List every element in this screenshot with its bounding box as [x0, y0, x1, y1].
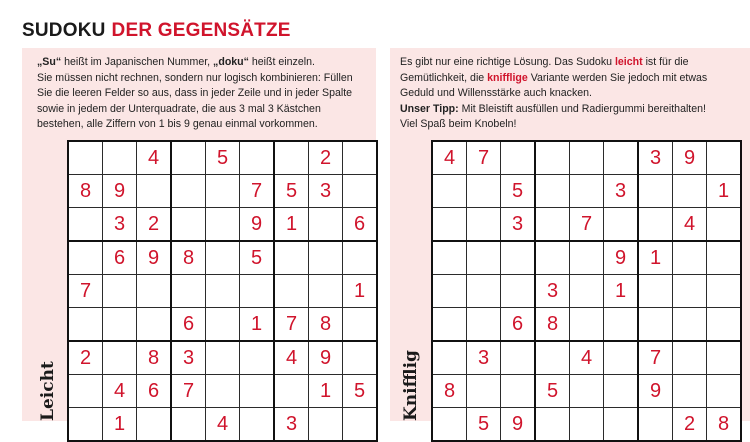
sudoku-cell[interactable]: [68, 241, 103, 275]
sudoku-cell[interactable]: [467, 275, 501, 308]
sudoku-cell[interactable]: [467, 375, 501, 408]
sudoku-cell[interactable]: [206, 241, 240, 275]
sudoku-cell[interactable]: 8: [68, 175, 103, 208]
tip-label: Unser Tipp:: [400, 102, 459, 115]
sudoku-cell[interactable]: [707, 141, 742, 175]
sudoku-cell[interactable]: [467, 308, 501, 342]
sudoku-cell[interactable]: [707, 308, 742, 342]
sudoku-row: [432, 275, 741, 308]
sudoku-cell[interactable]: 9: [240, 208, 275, 242]
sudoku-cell[interactable]: [309, 275, 343, 308]
sudoku-cell[interactable]: [240, 341, 275, 375]
sudoku-cell[interactable]: 7: [638, 341, 673, 375]
sudoku-cell[interactable]: [638, 208, 673, 242]
sudoku-cell[interactable]: 8: [707, 408, 742, 442]
intro-left: [37, 55, 367, 133]
sudoku-cell[interactable]: [171, 141, 206, 175]
sudoku-cell[interactable]: [673, 241, 707, 275]
intro-right-text1: Es gibt nur eine richtige Lösung. Das Sudoku: [400, 56, 615, 68]
sudoku-cell[interactable]: [432, 208, 467, 242]
sudoku-cell[interactable]: [137, 275, 172, 308]
page-title: [22, 20, 291, 42]
sudoku-cell[interactable]: [707, 208, 742, 242]
sudoku-cell[interactable]: [570, 308, 604, 342]
sudoku-row: [432, 375, 741, 408]
sudoku-cell[interactable]: [673, 308, 707, 342]
sudoku-row: [432, 341, 741, 375]
sudoku-cell[interactable]: [343, 141, 378, 175]
sudoku-cell[interactable]: 3: [309, 175, 343, 208]
sudoku-row: [68, 141, 377, 175]
sudoku-cell[interactable]: 7: [240, 175, 275, 208]
sudoku-cell[interactable]: [673, 375, 707, 408]
intro-right-paragraph: [400, 55, 740, 133]
sudoku-cell[interactable]: [137, 175, 172, 208]
sudoku-cell[interactable]: 9: [673, 141, 707, 175]
intro-left-text3: Sie müssen nicht rechnen, sondern nur logisch kombinieren: Füllen Sie die leeren Felder so aus, dass in jeder Zeile und in jeder Spalte sowie in jedem der Unterquadrate, die aus 3 mal 3 Kästchen bestehen, alle Ziffern von 1 bis 9 genau einmal vorkommen.: [37, 71, 353, 131]
sudoku-cell[interactable]: 5: [240, 241, 275, 275]
sudoku-cell[interactable]: 7: [274, 308, 309, 342]
sudoku-cell[interactable]: [309, 241, 343, 275]
sudoku-cell[interactable]: [206, 208, 240, 242]
sudoku-cell[interactable]: 6: [501, 308, 536, 342]
sudoku-cell[interactable]: 9: [137, 241, 172, 275]
sudoku-row: [432, 241, 741, 275]
sudoku-cell[interactable]: 9: [604, 241, 639, 275]
sudoku-cell[interactable]: 1: [103, 408, 137, 442]
sudoku-cell[interactable]: [638, 175, 673, 208]
sudoku-cell[interactable]: [171, 208, 206, 242]
sudoku-cell[interactable]: 3: [501, 208, 536, 242]
sudoku-row: [68, 408, 377, 442]
sudoku-cell[interactable]: [137, 408, 172, 442]
sudoku-cell[interactable]: [535, 408, 570, 442]
sudoku-cell[interactable]: 3: [171, 341, 206, 375]
sudoku-cell[interactable]: [206, 375, 240, 408]
sudoku-cell[interactable]: [707, 241, 742, 275]
sudoku-cell[interactable]: 3: [103, 208, 137, 242]
label-easy: Leicht: [38, 361, 58, 421]
sudoku-cell[interactable]: [68, 141, 103, 175]
sudoku-cell[interactable]: [343, 308, 378, 342]
sudoku-cell[interactable]: [501, 341, 536, 375]
sudoku-row: [432, 208, 741, 242]
sudoku-cell[interactable]: 4: [570, 341, 604, 375]
sudoku-cell[interactable]: 5: [206, 141, 240, 175]
sudoku-grid-hard: [431, 140, 742, 442]
intro-left-paragraph: [37, 55, 367, 133]
sudoku-cell[interactable]: [604, 408, 639, 442]
sudoku-cell[interactable]: 1: [604, 275, 639, 308]
sudoku-row: [432, 175, 741, 208]
sudoku-cell[interactable]: 4: [103, 375, 137, 408]
sudoku-cell[interactable]: [103, 141, 137, 175]
sudoku-cell[interactable]: 3: [604, 175, 639, 208]
sudoku-cell[interactable]: [604, 308, 639, 342]
sudoku-cell[interactable]: [467, 175, 501, 208]
sudoku-cell[interactable]: [206, 175, 240, 208]
sudoku-cell[interactable]: [467, 241, 501, 275]
sudoku-cell[interactable]: 1: [638, 241, 673, 275]
sudoku-cell[interactable]: 8: [171, 241, 206, 275]
sudoku-cell[interactable]: [501, 275, 536, 308]
sudoku-cell[interactable]: [604, 141, 639, 175]
sudoku-cell[interactable]: 5: [467, 408, 501, 442]
sudoku-cell[interactable]: [673, 275, 707, 308]
sudoku-cell[interactable]: 2: [309, 141, 343, 175]
sudoku-cell[interactable]: [570, 275, 604, 308]
sudoku-cell[interactable]: 8: [535, 308, 570, 342]
sudoku-cell[interactable]: [343, 175, 378, 208]
sudoku-cell[interactable]: [707, 375, 742, 408]
sudoku-cell[interactable]: 2: [137, 208, 172, 242]
term-su: „Su“: [37, 56, 62, 68]
sudoku-cell[interactable]: [570, 375, 604, 408]
title-subtitle: DER GEGENSÄTZE: [111, 20, 291, 41]
sudoku-cell[interactable]: 9: [309, 341, 343, 375]
sudoku-cell[interactable]: [638, 308, 673, 342]
sudoku-cell[interactable]: [432, 341, 467, 375]
tip-text: Mit Bleistift ausfüllen und Radiergummi bereithalten!: [458, 102, 706, 115]
sudoku-cell[interactable]: [274, 375, 309, 408]
sudoku-cell[interactable]: [604, 208, 639, 242]
sudoku-row: [68, 375, 377, 408]
sudoku-cell[interactable]: [432, 241, 467, 275]
term-doku: „doku“: [213, 56, 249, 68]
term-knifflige: knifflige: [487, 71, 528, 84]
sudoku-row: [68, 208, 377, 242]
sudoku-cell[interactable]: [103, 275, 137, 308]
sudoku-cell[interactable]: 2: [68, 341, 103, 375]
sudoku-cell[interactable]: 6: [103, 241, 137, 275]
sudoku-cell[interactable]: [432, 275, 467, 308]
sudoku-cell[interactable]: [570, 141, 604, 175]
sudoku-row: [68, 275, 377, 308]
sudoku-cell[interactable]: 3: [638, 141, 673, 175]
sudoku-cell[interactable]: 6: [171, 308, 206, 342]
intro-right-text2: ist für die Gemütlichkeit, die: [400, 56, 689, 84]
sudoku-cell[interactable]: 9: [501, 408, 536, 442]
sudoku-cell[interactable]: [309, 208, 343, 242]
sudoku-row: [432, 408, 741, 442]
sudoku-cell[interactable]: [707, 275, 742, 308]
sudoku-cell[interactable]: [343, 241, 378, 275]
sudoku-cell[interactable]: [206, 308, 240, 342]
sudoku-cell[interactable]: [604, 375, 639, 408]
sudoku-cell[interactable]: 9: [103, 175, 137, 208]
intro-right: [400, 55, 740, 133]
sudoku-grid-easy: [67, 140, 378, 442]
label-hard: Knifflig: [401, 350, 421, 421]
sudoku-cell[interactable]: 3: [274, 408, 309, 442]
sudoku-row: [432, 141, 741, 175]
sudoku-row: [432, 308, 741, 342]
sudoku-cell[interactable]: 6: [137, 375, 172, 408]
sudoku-cell[interactable]: [467, 208, 501, 242]
sudoku-cell[interactable]: [432, 308, 467, 342]
sudoku-row: [68, 308, 377, 342]
sudoku-cell[interactable]: [343, 408, 378, 442]
sudoku-cell[interactable]: [171, 408, 206, 442]
sudoku-cell[interactable]: [274, 241, 309, 275]
sudoku-cell[interactable]: [638, 275, 673, 308]
sudoku-cell[interactable]: 8: [137, 341, 172, 375]
sudoku-row: [68, 341, 377, 375]
sudoku-cell[interactable]: 4: [673, 208, 707, 242]
intro-left-text2: heißt einzeln.: [248, 56, 315, 68]
sudoku-cell[interactable]: [638, 408, 673, 442]
sudoku-cell[interactable]: [206, 341, 240, 375]
term-leicht: leicht: [614, 56, 643, 68]
sudoku-cell[interactable]: [171, 275, 206, 308]
sudoku-cell[interactable]: [206, 275, 240, 308]
sudoku-cell[interactable]: [501, 241, 536, 275]
sudoku-cell[interactable]: [68, 375, 103, 408]
sudoku-cell[interactable]: [535, 175, 570, 208]
sudoku-cell[interactable]: 1: [343, 275, 378, 308]
sudoku-cell[interactable]: 5: [535, 375, 570, 408]
sudoku-cell[interactable]: [501, 375, 536, 408]
sudoku-cell[interactable]: [309, 408, 343, 442]
sudoku-cell[interactable]: [604, 341, 639, 375]
sudoku-cell[interactable]: 5: [343, 375, 378, 408]
sudoku-cell[interactable]: 3: [467, 341, 501, 375]
sudoku-cell[interactable]: [570, 175, 604, 208]
sudoku-cell[interactable]: [240, 408, 275, 442]
sudoku-cell[interactable]: 6: [343, 208, 378, 242]
sudoku-cell[interactable]: 7: [171, 375, 206, 408]
sudoku-cell[interactable]: [673, 341, 707, 375]
sudoku-cell[interactable]: [274, 275, 309, 308]
sudoku-cell[interactable]: [707, 341, 742, 375]
sudoku-cell[interactable]: 9: [638, 375, 673, 408]
sudoku-cell[interactable]: [274, 141, 309, 175]
sudoku-cell[interactable]: [673, 175, 707, 208]
sudoku-cell[interactable]: 7: [570, 208, 604, 242]
sudoku-cell[interactable]: [535, 341, 570, 375]
sudoku-cell[interactable]: [103, 341, 137, 375]
sudoku-cell[interactable]: [432, 408, 467, 442]
sudoku-cell[interactable]: [570, 408, 604, 442]
closing-text: Viel Spaß beim Knobeln!: [400, 118, 517, 131]
intro-right-text3: Variante werden Sie jedoch mit etwas Geduld und Willensstärke auch knacken.: [400, 71, 708, 100]
sudoku-cell[interactable]: [343, 341, 378, 375]
sudoku-cell[interactable]: [535, 241, 570, 275]
sudoku-cell[interactable]: [535, 141, 570, 175]
sudoku-cell[interactable]: 4: [432, 141, 467, 175]
sudoku-cell[interactable]: 1: [309, 375, 343, 408]
sudoku-cell[interactable]: 8: [432, 375, 467, 408]
sudoku-cell[interactable]: [68, 208, 103, 242]
sudoku-cell[interactable]: 5: [501, 175, 536, 208]
sudoku-cell[interactable]: [535, 208, 570, 242]
sudoku-cell[interactable]: [103, 308, 137, 342]
sudoku-cell[interactable]: [137, 308, 172, 342]
sudoku-cell[interactable]: 4: [137, 141, 172, 175]
sudoku-cell[interactable]: [68, 408, 103, 442]
title-sudoku: SUDOKU: [22, 20, 106, 41]
sudoku-cell[interactable]: 4: [206, 408, 240, 442]
sudoku-cell[interactable]: 1: [274, 208, 309, 242]
sudoku-cell[interactable]: 4: [274, 341, 309, 375]
sudoku-cell[interactable]: [68, 308, 103, 342]
sudoku-cell[interactable]: 8: [309, 308, 343, 342]
sudoku-cell[interactable]: 1: [707, 175, 742, 208]
intro-left-text1: heißt im Japanischen Nummer,: [61, 56, 214, 68]
sudoku-cell[interactable]: 3: [535, 275, 570, 308]
sudoku-cell[interactable]: [501, 141, 536, 175]
sudoku-cell[interactable]: [570, 241, 604, 275]
sudoku-cell[interactable]: 7: [68, 275, 103, 308]
sudoku-cell[interactable]: [171, 175, 206, 208]
sudoku-cell[interactable]: 1: [240, 308, 275, 342]
sudoku-cell[interactable]: 2: [673, 408, 707, 442]
sudoku-row: [68, 175, 377, 208]
sudoku-row: [68, 241, 377, 275]
sudoku-cell[interactable]: [240, 275, 275, 308]
sudoku-cell[interactable]: 5: [274, 175, 309, 208]
sudoku-cell[interactable]: [240, 141, 275, 175]
sudoku-cell[interactable]: [240, 375, 275, 408]
sudoku-cell[interactable]: [432, 175, 467, 208]
sudoku-cell[interactable]: 7: [467, 141, 501, 175]
